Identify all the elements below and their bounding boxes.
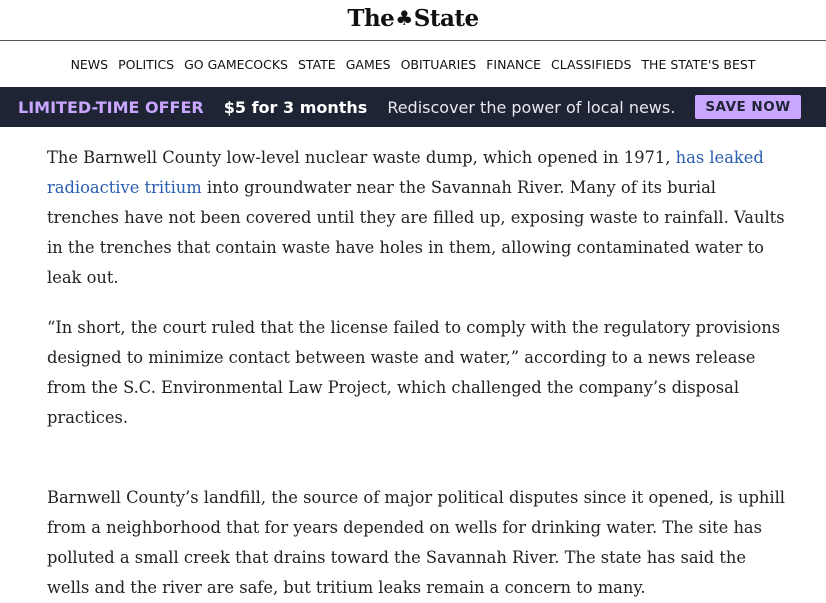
nav-item-obituaries[interactable]: OBITUARIES [400,56,477,72]
tritium-leak-link[interactable]: has leaked radioactive tritium [47,148,764,197]
nav-item-the-states-best[interactable]: THE STATE'S BEST [641,56,756,72]
promo-price: $5 for 3 months [223,97,368,117]
palmetto-tree-icon: ♣ [395,6,413,30]
masthead [0,0,826,41]
promo-offer-label: LIMITED-TIME OFFER [18,97,204,117]
nav-item-news[interactable]: NEWS [70,56,109,72]
promo-tagline: Rediscover the power of local news. [387,97,676,117]
nav-item-classifieds[interactable]: CLASSIFIEDS [550,56,632,72]
main-nav [0,41,826,87]
nav-item-go-gamecocks[interactable]: GO GAMECOCKS [184,56,288,72]
nav-item-games[interactable]: GAMES [345,56,391,72]
site-logo[interactable] [0,5,826,32]
article-paragraph [47,143,787,293]
logo-text-the: The [347,5,395,32]
paragraph-text: into groundwater near the Savannah River. Many of its burial trenches have not been covered until they are filled up, exposing waste to rainfall. Vaults in the trenches that contain waste have holes in them, allowing contaminated water to leak out. [47,178,785,287]
nav-item-state[interactable]: STATE [297,56,336,72]
article-body [47,143,787,603]
promo-banner[interactable] [0,87,826,127]
paragraph-text: The Barnwell County low-level nuclear waste dump, which opened in 1971, [47,148,676,167]
article-paragraph: Barnwell County’s landfill, the source of major political disputes since it opened, is uphill from a neighborhood that for years depended on wells for drinking water. The site has polluted a small creek that drains toward the Savannah River. The state has said the wells and the river are safe, but tritium leaks remain a concern to many. [47,488,785,597]
logo-text-state: State [413,5,479,32]
nav-item-politics[interactable]: POLITICS [118,56,175,72]
save-now-button[interactable]: SAVE NOW [695,95,800,119]
article-paragraph: “In short, the court ruled that the license failed to comply with the regulatory provisions designed to minimize contact between waste and water,” according to a news release from the S.C. Environmental Law Project, which challenged the company’s disposal practices. [47,318,781,427]
nav-item-finance[interactable]: FINANCE [486,56,541,72]
